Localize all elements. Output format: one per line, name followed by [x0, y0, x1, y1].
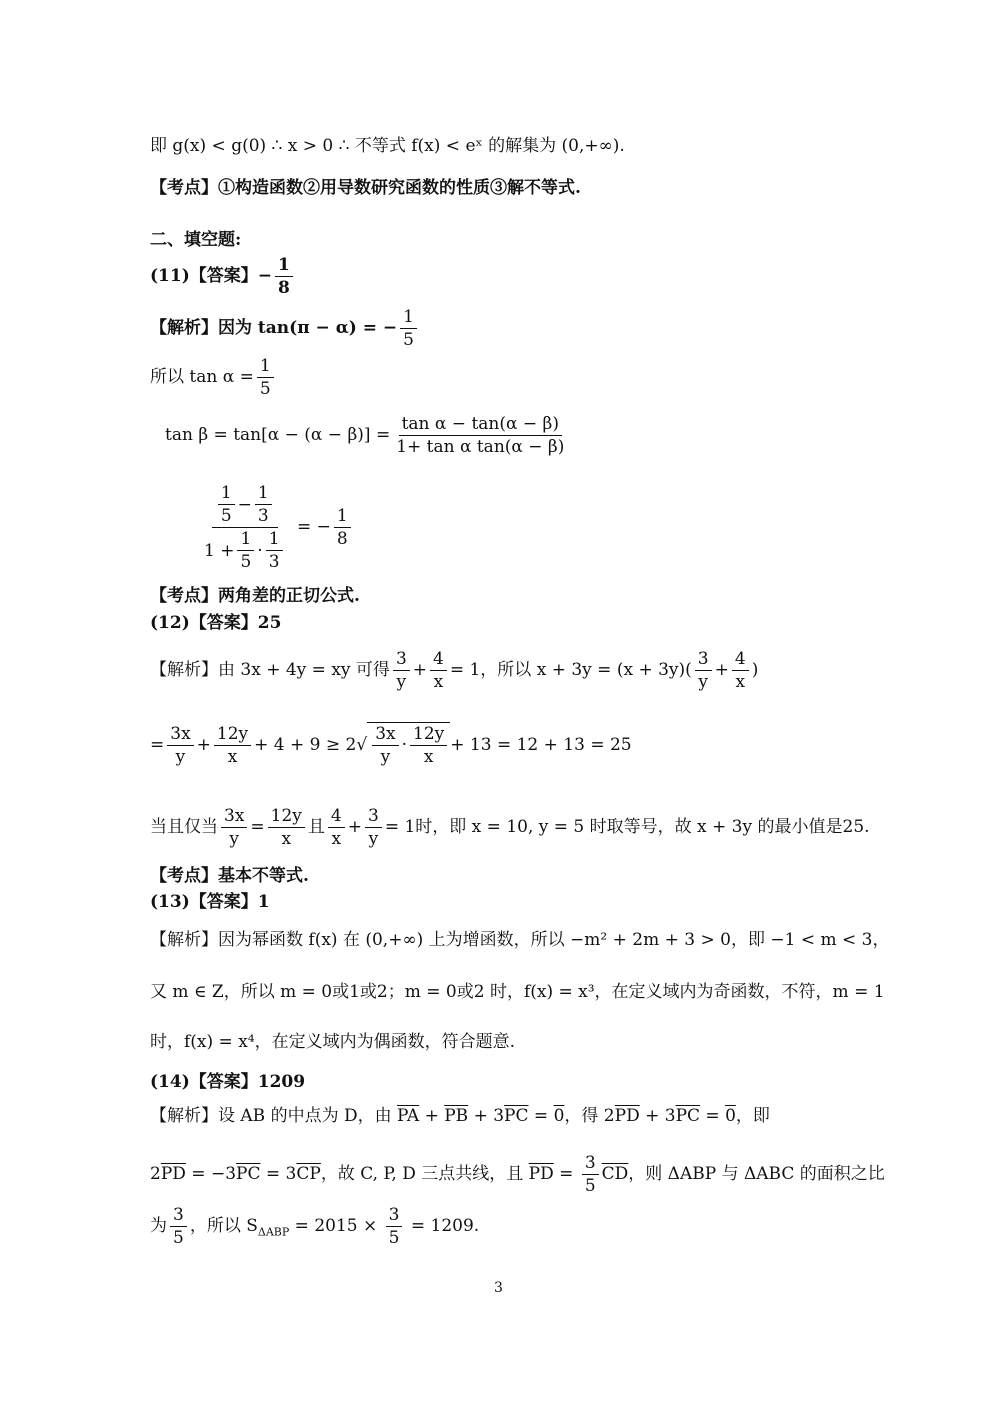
- fraction: $\frac{1}{5}$: [400, 306, 417, 351]
- solution-14-line-2: $2\overline{PD} = -3\overline{PC} = 3\overline{CP}$，故 C, P, D 三点共线，且 $\overline{PD}$ = $\frac{3}{5}$ $\overline{CD}$，则 ΔABP 与 ΔABC 的面积之比: [150, 1153, 885, 1196]
- fraction: $\frac{4}{x}$: [328, 805, 345, 850]
- solution-11-line-4: [198, 482, 354, 573]
- text: 【解析】由 3x + 4y = xy 可得: [150, 660, 390, 680]
- solution-label: 【解析】因为 tan(π − α) = −: [150, 318, 398, 338]
- solution-13-line-3: 时，f(x) = x⁴，在定义域内为偶函数，符合题意.: [150, 1032, 516, 1052]
- fraction: $\frac{1}{5}$: [257, 355, 274, 400]
- solution-12-line-3: 当且仅当 $\frac{3x}{y}$ = $\frac{12y}{x}$ 且 $\frac{4}{x}$ + $\frac{3}{y}$ = 1时，即 x = 10, y = 5 时取等号，故 x + 3y 的最小值是25.: [150, 806, 870, 849]
- fraction: $\frac{4}{x}$: [732, 648, 749, 693]
- fraction: $\frac{4}{x}$: [430, 648, 447, 693]
- fraction: $\frac{1}{8}$: [334, 505, 351, 550]
- answer-13: (13)【答案】1: [150, 892, 270, 912]
- answer-12: (12)【答案】25: [150, 613, 282, 633]
- sqrt: $\frac{3x}{y}$ · $\frac{12y}{x}$: [367, 722, 450, 768]
- answer-11: [150, 254, 296, 299]
- fraction: $\frac{3}{5}$: [582, 1152, 599, 1197]
- fraction: $\frac{12y}{x}$: [268, 805, 305, 850]
- fraction: $\frac{3}{y}$: [365, 805, 382, 850]
- solution-12-line-2: = $\frac{3x}{y}$ + $\frac{12y}{x}$ + 4 + 9 ≥ 2√ $\frac{3x}{y}$ · $\frac{12y}{x}$ + 13 = 12 + 13 = 25: [150, 724, 632, 767]
- solution-14-line-3: 为 $\frac{3}{5}$ ，所以 $S_{\Delta ABP} = 2015$ × $\frac{3}{5}$ = 1209.: [150, 1205, 480, 1248]
- fraction: $\frac{3}{5}$: [170, 1204, 187, 1249]
- text: 所以 tan α =: [150, 367, 254, 387]
- text: = −: [296, 517, 331, 537]
- answer-11-label: (11)【答案】−: [150, 266, 272, 286]
- fraction: $\frac{1}{8}$: [275, 254, 293, 299]
- solution-11-line-2: [150, 355, 277, 400]
- line-2: 【考点】①构造函数②用导数研究函数的性质③解不等式.: [150, 178, 581, 198]
- fraction: $\frac{12y}{x}$: [214, 723, 251, 768]
- fraction: $\frac{3x}{y}$: [221, 805, 247, 850]
- answer-14: (14)【答案】1209: [150, 1072, 306, 1092]
- knowledge-point-12: 【考点】基本不等式.: [150, 866, 309, 886]
- solution-13-line-2: 又 m ∈ Z，所以 m = 0或1或2；m = 0或2 时，f(x) = x³，在定义域内为奇函数，不符，m = 1: [150, 982, 885, 1002]
- solution-11-line-1: [150, 306, 420, 351]
- fraction: $\frac{3}{y}$: [695, 648, 712, 693]
- compound-fraction: $\frac{1}{5}$ − $\frac{1}{3}$ 1 + $\frac{1}{5}$ · $\frac{1}{3}$: [201, 482, 289, 573]
- solution-11-line-3: [165, 413, 570, 458]
- solution-12-line-1: 【解析】由 3x + 4y = xy 可得 $\frac{3}{y}$ + $\frac{4}{x}$ = 1，所以 x + 3y = (x + 3y)( $\frac{3}{y}$ + $\frac{4}{x}$ ): [150, 649, 759, 692]
- solution-14-line-1: 【解析】设 AB 的中点为 D，由 $\overline{PA} + \overline{PB} + 3\overline{PC} = 0$，得 $2\overline{PD} + 3\overline{PC} = 0$，即: [150, 1106, 770, 1126]
- section-heading: 二、填空题:: [150, 230, 242, 250]
- text: tan β = tan[α − (α − β)] =: [165, 425, 391, 445]
- fraction: $\frac{3x}{y}$: [167, 723, 193, 768]
- line-1: 即 g(x) < g(0) ∴ x > 0 ∴ 不等式 f(x) < eˣ 的解集为 (0,+∞).: [150, 136, 625, 156]
- fraction: $\frac{3}{y}$: [393, 648, 410, 693]
- fraction: $\frac{\text{tan α − tan(α − β)}}{\text{1+ tan α tan(α − β)}}$: [396, 414, 565, 457]
- solution-13-line-1: 【解析】因为幂函数 f(x) 在 (0,+∞) 上为增函数，所以 −m² + 2m + 3 > 0，即 −1 < m < 3，: [150, 930, 890, 950]
- page-number: 3: [494, 1280, 503, 1296]
- fraction: $\frac{3}{5}$: [386, 1204, 403, 1249]
- knowledge-point-11: 【考点】两角差的正切公式.: [150, 586, 360, 606]
